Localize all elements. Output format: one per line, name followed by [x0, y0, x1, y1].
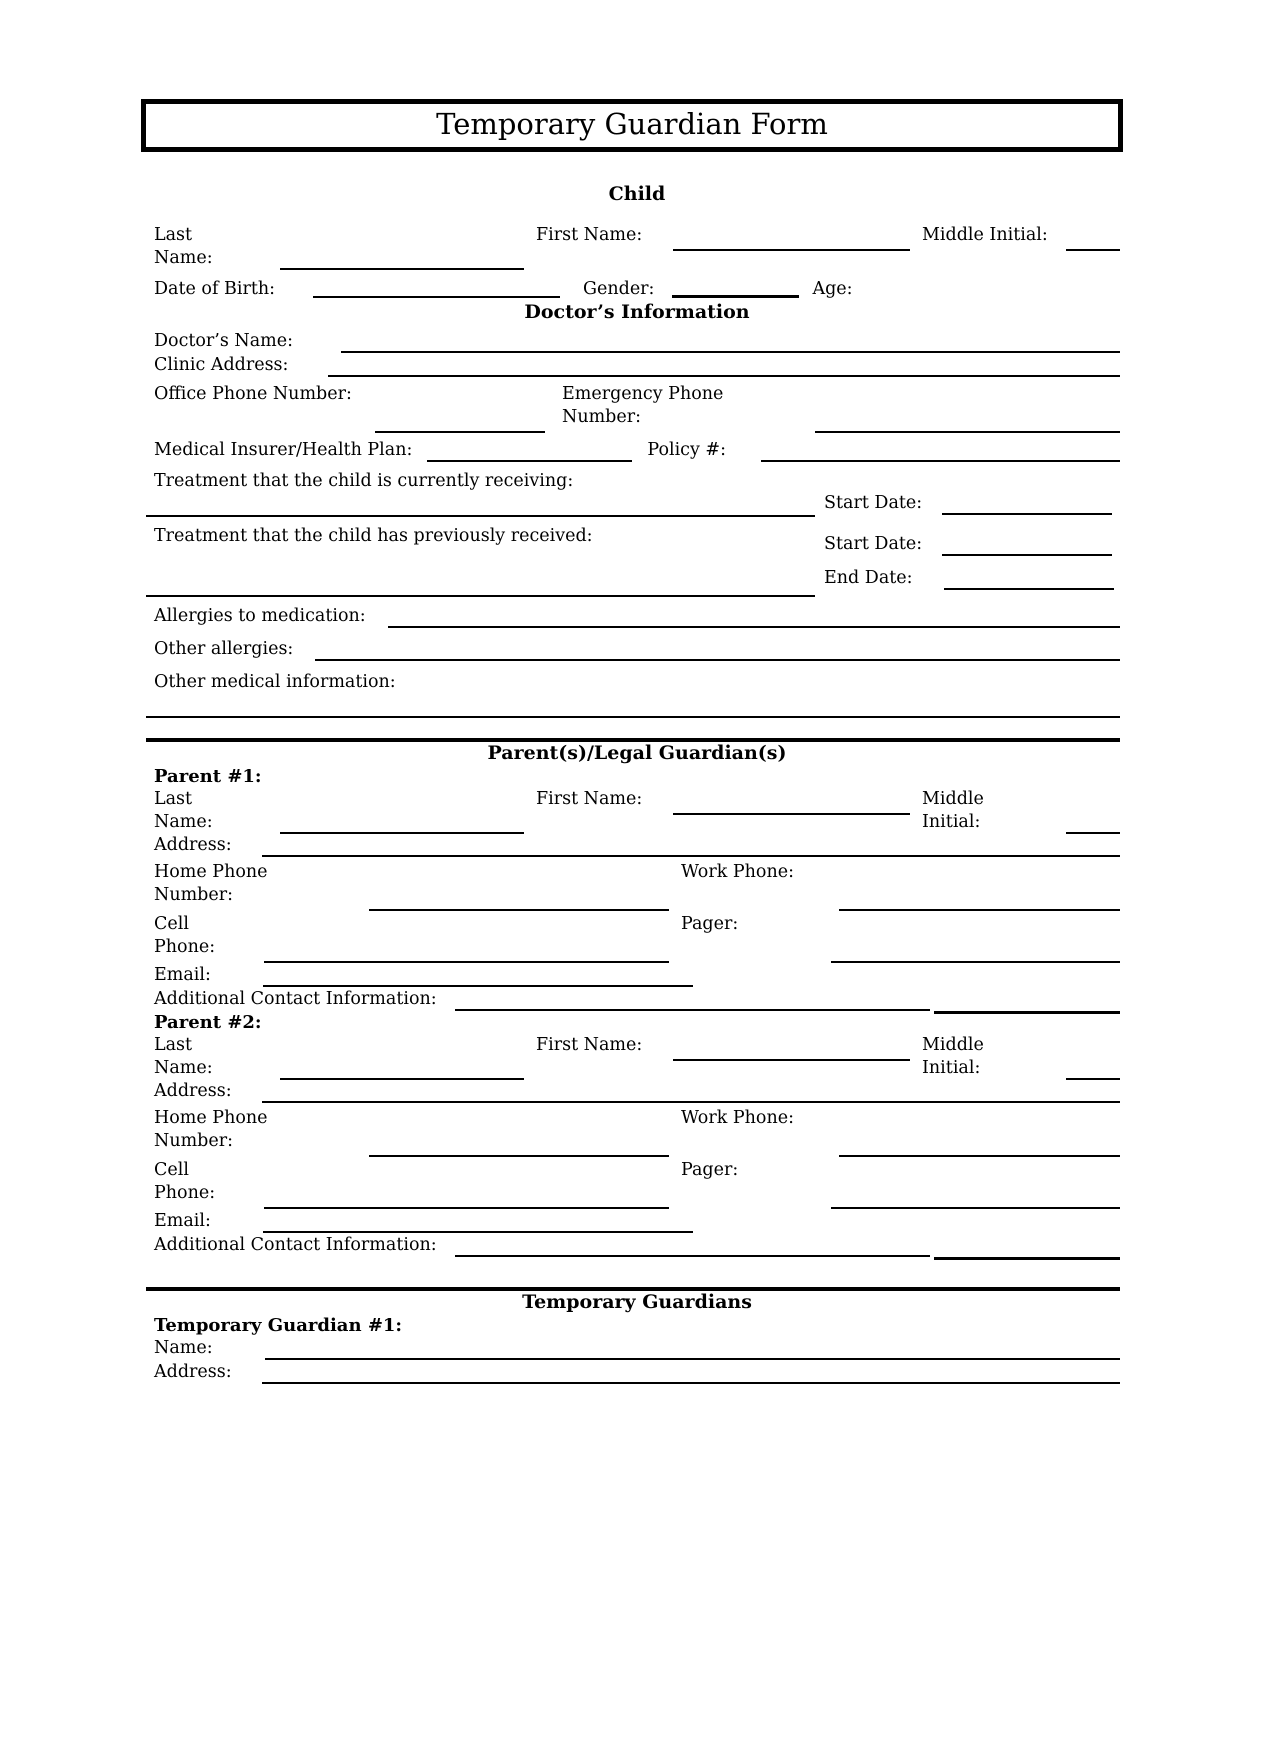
guardian1-name-label: Name:	[154, 1338, 213, 1358]
parent2-home-phone-label: Home Phone Number:	[154, 1108, 268, 1151]
parent2-header: Parent #2:	[154, 1012, 262, 1033]
previous-end-date-line	[944, 575, 1114, 590]
parent2-last-name-cell	[154, 1034, 524, 1080]
parent2-first-name-cell	[524, 1034, 914, 1080]
parent1-first-name-line	[673, 813, 910, 815]
treatment-previous-dates-cell	[824, 525, 1120, 597]
treatment-previous-line	[146, 595, 815, 597]
parent2-first-name-line	[673, 1059, 910, 1061]
parent1-middle-initial-cell	[914, 788, 1120, 834]
parent2-additional-label: Additional Contact Information:	[154, 1235, 437, 1255]
parent2-block	[154, 1011, 1120, 1257]
parent2-middle-initial-line	[1066, 1078, 1120, 1080]
treatment-current-line	[146, 515, 815, 517]
clinic-address-label: Clinic Address:	[154, 355, 289, 375]
parent1-cell-pager-row	[154, 913, 1120, 963]
insurer-line	[427, 447, 632, 462]
child-first-name-cell	[524, 224, 914, 270]
parent2-first-name-label: First Name:	[536, 1035, 643, 1055]
child-last-name-label: Last Name:	[154, 225, 213, 268]
guardian1-header: Temporary Guardian #1:	[154, 1315, 403, 1336]
child-dob-line	[313, 283, 560, 298]
parent2-cell-phone-line	[264, 1207, 669, 1209]
previous-start-date-line	[942, 541, 1112, 556]
child-gender-label: Gender:	[583, 279, 655, 299]
parent2-address-label: Address:	[154, 1081, 232, 1101]
treatment-current-row	[154, 470, 1120, 517]
parent1-additional-line	[455, 996, 930, 1011]
parent1-middle-initial-label: Middle Initial:	[922, 789, 984, 832]
parent1-pager-label: Pager:	[681, 914, 739, 934]
parent2-work-phone-cell	[681, 1107, 1120, 1157]
emergency-phone-label: Emergency Phone Number:	[562, 384, 724, 427]
other-allergies-row	[154, 638, 1120, 661]
parent2-cell-phone-cell	[154, 1159, 669, 1209]
parent2-home-phone-cell	[154, 1107, 669, 1157]
parent1-last-name-label: Last Name:	[154, 789, 213, 832]
guardian1-name-row	[154, 1337, 1120, 1360]
parent2-middle-initial-cell	[914, 1034, 1120, 1080]
parent1-home-phone-line	[369, 909, 669, 911]
phone-numbers-row	[154, 383, 1120, 433]
treatment-previous-row	[154, 525, 1120, 597]
parent1-address-label: Address:	[154, 835, 232, 855]
insurer-label: Medical Insurer/Health Plan:	[154, 440, 413, 460]
parent2-home-work-row	[154, 1107, 1120, 1157]
parent1-work-phone-label: Work Phone:	[681, 862, 794, 882]
parent1-block	[154, 765, 1120, 1011]
parent2-last-name-line	[280, 1078, 524, 1080]
doctor-name-row	[154, 330, 1120, 353]
section-header-guardians: Temporary Guardians	[522, 1291, 752, 1313]
treatment-current-date-cell	[824, 470, 1120, 517]
parent1-additional-label: Additional Contact Information:	[154, 989, 437, 1009]
child-name-row	[154, 224, 1120, 270]
clinic-address-row	[154, 354, 1120, 377]
form-page	[0, 99, 1275, 1384]
parent2-address-line	[262, 1101, 1120, 1103]
parent2-address-row	[154, 1080, 1120, 1103]
form-content	[154, 183, 1120, 1384]
parent2-work-phone-label: Work Phone:	[681, 1108, 794, 1128]
child-last-name-line	[280, 268, 524, 270]
current-start-date-line	[942, 500, 1112, 515]
section-header-child: Child	[608, 183, 666, 205]
parent1-last-name-line	[280, 832, 524, 834]
emergency-phone-cell	[562, 383, 1120, 433]
office-phone-line	[375, 431, 545, 433]
allergies-medication-label: Allergies to medication:	[154, 606, 366, 626]
parent2-middle-initial-label: Middle Initial:	[922, 1035, 984, 1078]
parent1-address-line	[262, 855, 1120, 857]
parent1-pager-cell	[681, 913, 1120, 963]
guardian1-address-row	[154, 1361, 1120, 1384]
child-dob-label: Date of Birth:	[154, 279, 276, 299]
parent1-pager-line	[831, 961, 1120, 963]
parent1-address-row	[154, 834, 1120, 857]
parent2-email-row	[154, 1210, 1120, 1233]
other-medical-row	[154, 671, 1120, 694]
parent2-additional-line	[455, 1242, 930, 1257]
policy-label: Policy #:	[647, 440, 726, 460]
allergies-medication-row	[154, 605, 1120, 628]
clinic-address-line	[328, 375, 1120, 377]
parent2-cell-phone-label: Cell Phone:	[154, 1160, 216, 1203]
parent1-last-name-cell	[154, 788, 524, 834]
child-first-name-label: First Name:	[536, 225, 643, 245]
policy-line	[761, 460, 1120, 462]
parent1-email-row	[154, 964, 1120, 987]
parent1-cell-phone-label: Cell Phone:	[154, 914, 216, 957]
parent1-additional-line-right	[934, 999, 1120, 1014]
other-allergies-line	[315, 659, 1120, 661]
child-age-label: Age:	[812, 279, 853, 299]
parent1-name-row	[154, 788, 1120, 834]
parent1-email-label: Email:	[154, 965, 211, 985]
child-first-name-line	[673, 249, 910, 251]
office-phone-cell	[154, 383, 562, 433]
doctor-name-label: Doctor’s Name:	[154, 331, 294, 351]
parent2-home-phone-line	[369, 1155, 669, 1157]
office-phone-label: Office Phone Number:	[154, 384, 352, 404]
doctor-name-line	[341, 351, 1120, 353]
form-title: Temporary Guardian Form	[436, 107, 828, 141]
previous-end-date-row	[824, 567, 1120, 590]
parent1-home-phone-cell	[154, 861, 669, 911]
section-header-doctor: Doctor’s Information	[524, 301, 750, 323]
allergies-medication-line	[388, 626, 1120, 628]
previous-start-date-row	[824, 533, 1120, 556]
parent2-email-line	[263, 1218, 693, 1233]
parent1-header: Parent #1:	[154, 766, 262, 787]
parent1-home-phone-label: Home Phone Number:	[154, 862, 268, 905]
insurer-row	[154, 439, 1120, 462]
child-middle-initial-cell	[914, 224, 1120, 270]
child-middle-initial-line	[1066, 249, 1120, 251]
treatment-current-cell	[154, 470, 824, 517]
guardian1-name-line	[265, 1358, 1120, 1360]
parent1-first-name-cell	[524, 788, 914, 834]
previous-start-date-label: Start Date:	[824, 534, 923, 554]
parent2-work-phone-line	[839, 1155, 1120, 1157]
parent1-email-line	[263, 972, 693, 987]
parent2-pager-line	[831, 1207, 1120, 1209]
child-gender-line	[672, 283, 799, 298]
parent2-pager-cell	[681, 1159, 1120, 1209]
other-medical-line-1	[146, 716, 1120, 718]
guardian1-address-line	[262, 1382, 1120, 1384]
parent1-home-work-row	[154, 861, 1120, 911]
parent2-additional-row	[154, 1234, 1120, 1257]
other-allergies-label: Other allergies:	[154, 639, 294, 659]
section-header-parents: Parent(s)/Legal Guardian(s)	[487, 742, 787, 764]
treatment-previous-label: Treatment that the child has previously received:	[154, 526, 593, 546]
parent2-cell-pager-row	[154, 1159, 1120, 1209]
previous-end-date-label: End Date:	[824, 568, 913, 588]
other-medical-label: Other medical information:	[154, 672, 396, 692]
child-dob-row	[154, 278, 1120, 301]
child-middle-initial-label: Middle Initial:	[922, 225, 1048, 245]
parent2-additional-line-right	[934, 1245, 1120, 1260]
guardian1-address-label: Address:	[154, 1362, 232, 1382]
parent2-email-label: Email:	[154, 1211, 211, 1231]
current-start-date-label: Start Date:	[824, 493, 923, 513]
parent2-name-row	[154, 1034, 1120, 1080]
guardian1-block	[154, 1314, 1120, 1384]
child-last-name-cell	[154, 224, 524, 270]
treatment-previous-cell	[154, 525, 824, 597]
treatment-current-label: Treatment that the child is currently receiving:	[154, 471, 574, 491]
parent1-work-phone-cell	[681, 861, 1120, 911]
parent2-last-name-label: Last Name:	[154, 1035, 213, 1078]
form-title-box	[141, 99, 1123, 152]
parent2-pager-label: Pager:	[681, 1160, 739, 1180]
parent1-cell-phone-line	[264, 961, 669, 963]
parent1-cell-phone-cell	[154, 913, 669, 963]
current-start-date-row	[824, 492, 1120, 515]
emergency-phone-line	[815, 431, 1120, 433]
parent1-middle-initial-line	[1066, 832, 1120, 834]
parent1-additional-row	[154, 988, 1120, 1011]
parent1-work-phone-line	[839, 909, 1120, 911]
parent1-first-name-label: First Name:	[536, 789, 643, 809]
